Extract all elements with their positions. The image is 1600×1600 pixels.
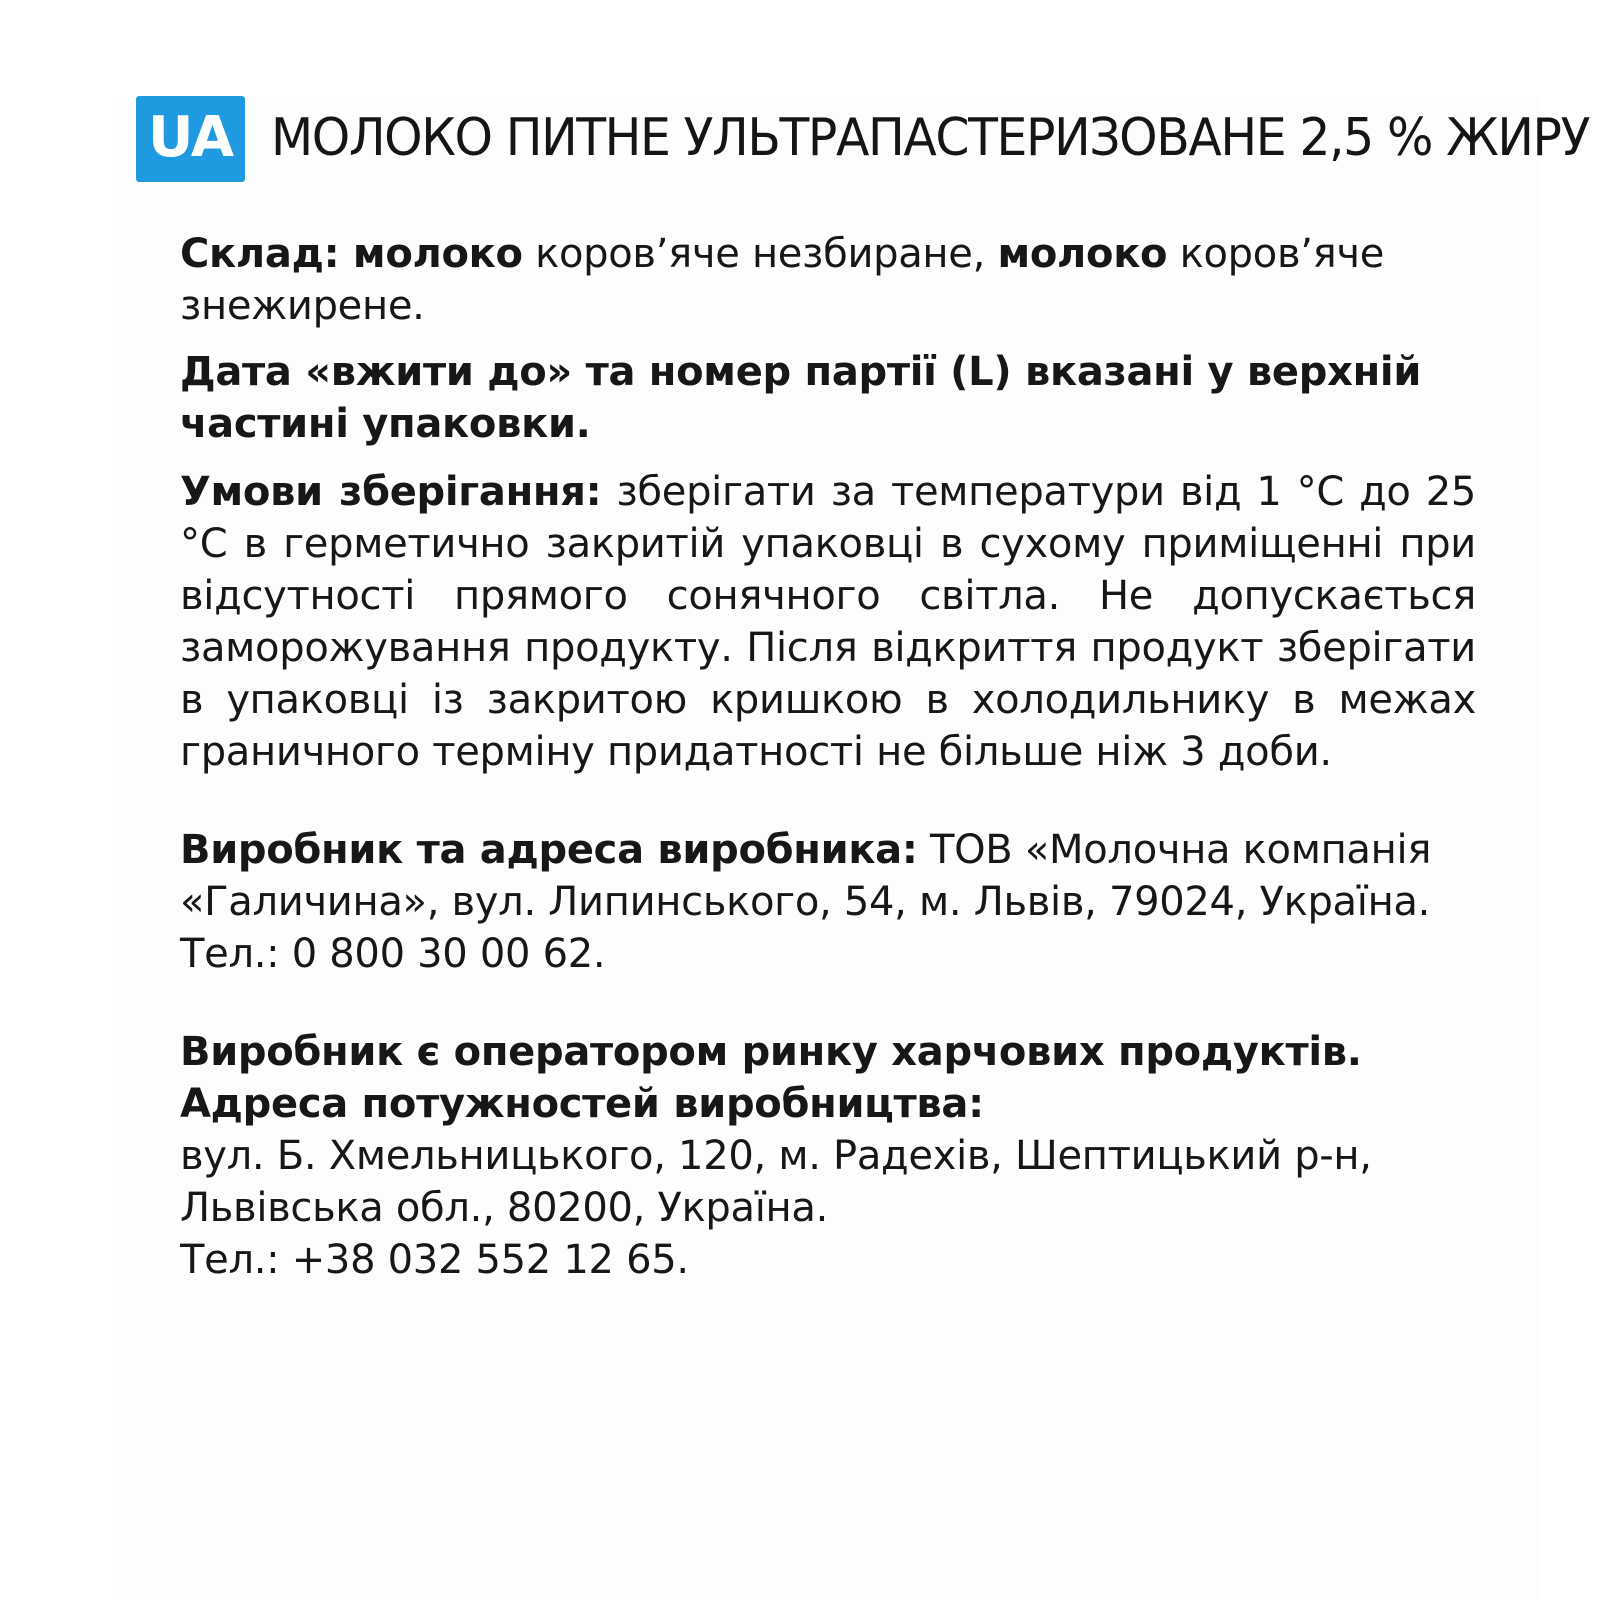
manufacturer-phone: Тел.: 0 800 30 00 62. — [180, 931, 606, 977]
label-content — [118, 96, 1590, 1286]
facility-address-line-2: Львівська обл., 80200, Україна. — [180, 1185, 829, 1231]
composition-block — [118, 228, 1538, 332]
facility-heading: Адреса потужностей виробництва: — [180, 1081, 984, 1127]
facility-phone: Тел.: +38 032 552 12 65. — [180, 1237, 689, 1283]
best-before-text: Дата «вжити до» та номер партії (L) вказані у верхній частині упаковки. — [180, 349, 1422, 447]
best-before-block — [118, 346, 1538, 450]
product-title: МОЛОКО ПИТНЕ УЛЬТРАПАСТЕРИЗОВАНЕ 2,5 % ЖИРУ — [271, 108, 1590, 169]
storage-block — [118, 466, 1538, 778]
composition-heading: Склад: — [180, 231, 340, 277]
composition-text-2: коров’яче незбиране, — [522, 231, 998, 277]
storage-heading: Умови зберігання: — [180, 469, 602, 515]
storage-text: зберігати за температури від 1 °C до 25 °C в герметично закритій упаковці в сухому приміщенні при відсутності прямого сонячного світла. Не допускається заморожування продукту. Після відкриття продукт зберігати в упаковці із закритою кришкою в холодильнику в межах граничного терміну придатності не більше ніж 3 доби. — [180, 469, 1476, 775]
facility-block — [118, 1026, 1538, 1286]
storage-paragraph — [180, 466, 1476, 778]
manufacturer-block — [118, 824, 1538, 980]
panel-edge-left — [0, 0, 118, 1600]
label-header — [118, 96, 1590, 182]
composition-text-4: коров’яче знежирене. — [180, 231, 1385, 329]
composition-text-1: молоко — [339, 231, 523, 277]
facility-address-line-1: вул. Б. Хмельницького, 120, м. Радехів, Шептицький р-н, — [180, 1133, 1372, 1179]
language-badge-ua: UA — [136, 96, 245, 182]
manufacturer-address: ТОВ «Молочна компанія «Галичина», вул. Липинського, 54, м. Львів, 79024, Україна. — [180, 827, 1432, 925]
manufacturer-paragraph — [180, 824, 1476, 928]
operator-note: Виробник є оператором ринку харчових продуктів. — [180, 1029, 1362, 1075]
composition-text-3: молоко — [997, 231, 1168, 277]
manufacturer-heading: Виробник та адреса виробника: — [180, 827, 918, 873]
composition-paragraph — [180, 228, 1476, 332]
panel-edge-right — [1540, 0, 1600, 1600]
panel-edge-top — [0, 0, 1600, 96]
